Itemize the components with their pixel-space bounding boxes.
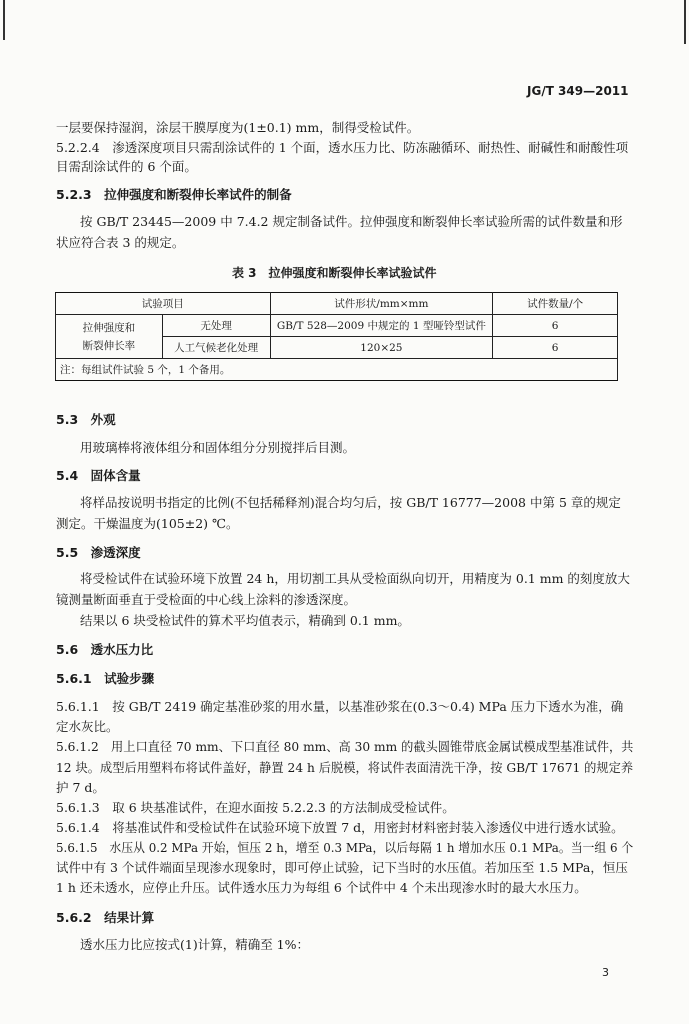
group-label-line-2: 断裂伸长率 xyxy=(82,340,136,352)
table-header-item: 试验项目 xyxy=(56,293,271,315)
table-cell-shape: GB/T 528—2009 中规定的 1 型哑铃型试件 xyxy=(270,315,493,337)
section-heading-5-6-2: 5.6.2 结果计算 xyxy=(56,910,155,925)
table-header-quantity: 试件数量/个 xyxy=(493,293,618,315)
table-title: 表 3 拉伸强度和断裂伸长率试验试件 xyxy=(232,266,437,280)
paragraph-line: 一层要保持湿润，涂层干膜厚度为(1±0.1) mm，制得受检试件。 xyxy=(56,120,420,135)
paragraph-line: 5.6.1.1 按 GB/T 2419 确定基准砂浆的用水量，以基准砂浆在(0.3～0.4) MPa 压力下透水为准，确 xyxy=(56,699,624,714)
section-heading-5-2-3: 5.2.3 拉伸强度和断裂伸长率试件的制备 xyxy=(56,187,292,202)
section-heading-5-5: 5.5 渗透深度 xyxy=(56,545,141,560)
table-header-row xyxy=(56,293,618,315)
section-heading-5-6-1: 5.6.1 试验步骤 xyxy=(56,671,155,686)
paragraph-line: 结果以 6 块受检试件的算术平均值表示，精确到 0.1 mm。 xyxy=(80,613,410,628)
page-number: 3 xyxy=(602,966,609,979)
group-label-line-1: 拉伸强度和 xyxy=(82,322,136,334)
paragraph-line: 5.6.1.5 水压从 0.2 MPa 开始，恒压 2 h，增至 0.3 MPa，以后每隔 1 h 增加水压 0.1 MPa。当一组 6 个 xyxy=(56,840,634,855)
paragraph-line: 1 h 还未透水，应停止升压。试件透水压力为每组 6 个试件中 4 个未出现渗水时的最大水压力。 xyxy=(56,880,587,895)
standard-code: JG/T 349—2011 xyxy=(527,84,629,98)
table-cell-subitem: 无处理 xyxy=(162,315,270,337)
paragraph-line: 5.6.1.4 将基准试件和受检试件在试验环境下放置 7 d，用密封材料密封装入渗透仪中进行透水试验。 xyxy=(56,820,624,835)
table-row-group-label xyxy=(56,315,163,359)
table-cell-subitem: 人工气候老化处理 xyxy=(162,337,270,359)
paragraph-line: 透水压力比应按式(1)计算，精确至 1%： xyxy=(80,937,310,952)
table-3 xyxy=(55,292,618,381)
paragraph-line: 按 GB/T 23445—2009 中 7.4.2 规定制备试件。拉伸强度和断裂伸长率试验所需的试件数量和形 xyxy=(80,214,623,229)
paragraph-line: 护 7 d。 xyxy=(56,780,105,795)
paragraph-line: 测定。干燥温度为(105±2) ℃。 xyxy=(56,516,239,531)
paragraph-line: 12 块。成型后用塑料布将试件盖好，静置 24 h 后脱模，将试件表面清洗干净，按 GB/T 17671 的规定养 xyxy=(56,760,634,775)
section-heading-5-4: 5.4 固体含量 xyxy=(56,468,141,483)
paragraph-line: 将样品按说明书指定的比例(不包括稀释剂)混合均匀后，按 GB/T 16777—2008 中第 5 章的规定 xyxy=(80,495,621,510)
scan-edge-left xyxy=(3,0,5,40)
table-row xyxy=(56,315,618,337)
table-note: 注：每组试件试验 5 个，1 个备用。 xyxy=(56,359,618,381)
paragraph-line: 5.2.2.4 渗透深度项目只需刮涂试件的 1 个面，透水压力比、防冻融循环、耐热性、耐碱性和耐酸性项 xyxy=(56,140,629,155)
table-header-shape: 试件形状/mm×mm xyxy=(270,293,493,315)
table-cell-quantity: 6 xyxy=(493,315,618,337)
paragraph-line: 用玻璃棒将液体组分和固体组分分别搅拌后目测。 xyxy=(80,440,356,455)
paragraph-line: 状应符合表 3 的规定。 xyxy=(56,235,185,250)
table-cell-quantity: 6 xyxy=(493,337,618,359)
paragraph-line: 镜测量断面垂直于受检面的中心线上涂料的渗透深度。 xyxy=(56,592,357,607)
paragraph-line: 将受检试件在试验环境下放置 24 h，用切割工具从受检面纵向切开，用精度为 0.1 mm 的刻度放大 xyxy=(80,571,630,586)
paragraph-line: 试件中有 3 个试件端面呈现渗水现象时，即可停止试验，记下当时的水压值。若加压至 1.5 MPa，恒压 xyxy=(56,860,628,875)
scan-edge-right xyxy=(684,0,686,44)
section-heading-5-6: 5.6 透水压力比 xyxy=(56,642,154,657)
paragraph-line: 5.6.1.3 取 6 块基准试件，在迎水面按 5.2.2.3 的方法制成受检试件。 xyxy=(56,800,455,815)
paragraph-line: 目需刮涂试件的 6 个面。 xyxy=(56,159,197,174)
section-heading-5-3: 5.3 外观 xyxy=(56,412,116,427)
table-cell-shape: 120×25 xyxy=(270,337,493,359)
paragraph-line: 定水灰比。 xyxy=(56,719,119,734)
table-note-row xyxy=(56,359,618,381)
paragraph-line: 5.6.1.2 用上口直径 70 mm、下口直径 80 mm、高 30 mm 的截头圆锥带底金属试模成型基准试件，共 xyxy=(56,739,634,754)
